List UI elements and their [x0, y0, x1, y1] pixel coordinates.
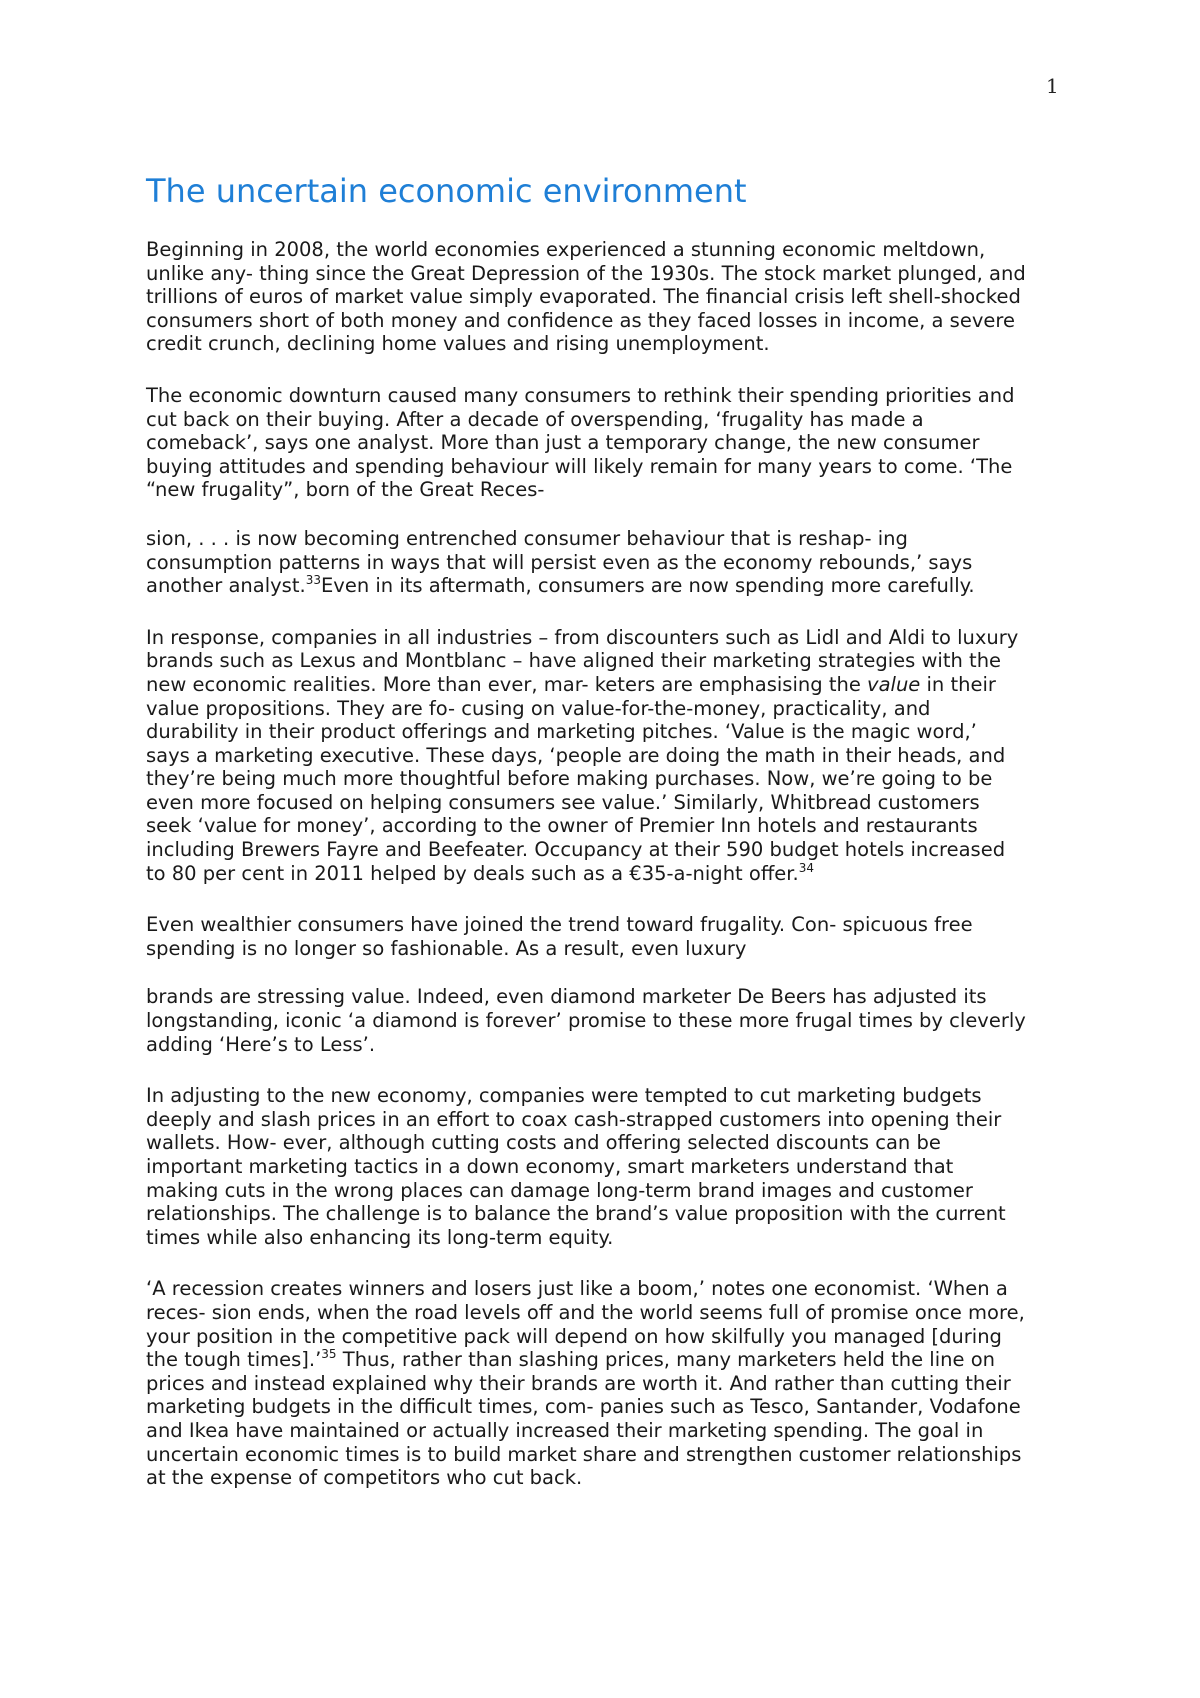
text-line: unlike any- thing since the Great Depression of the 1930s. The stock market plunged, and	[146, 261, 1026, 285]
text-line: credit crunch, declining home values and rising unemployment.	[146, 332, 770, 356]
text-line: longstanding, iconic ‘a diamond is forever’ promise to these more frugal times by cleverly	[146, 1009, 1026, 1033]
footnote-reference: 34	[798, 860, 814, 875]
text-line: adding ‘Here’s to Less’.	[146, 1032, 376, 1056]
text-line	[146, 862, 1066, 886]
text-line: Even wealthier consumers have joined the trend toward frugality. Con- spicuous free	[146, 913, 973, 937]
text-line: consumption patterns in ways that will persist even as the economy rebounds,’ says	[146, 550, 973, 574]
text-segment: to 80 per cent in 2011 helped by deals such as a €35-a-night offer.	[146, 861, 799, 885]
text-line: trillions of euros of market value simply evaporated. The financial crisis left shell-shocked	[146, 285, 1021, 309]
text-line: seek ‘value for money’, according to the owner of Premier Inn hotels and restaurants	[146, 814, 978, 838]
text-line: buying attitudes and spending behaviour will likely remain for many years to come. ‘The	[146, 454, 1013, 478]
paragraph-3	[146, 626, 1066, 886]
text-line: consumers short of both money and confidence as they faced losses in income, a severe	[146, 308, 1015, 332]
text-line	[146, 574, 1066, 598]
text-segment: Thus, rather than slashing prices, many marketers held the line on	[336, 1348, 995, 1372]
text-segment: new economic realities. More than ever, mar- keters are emphasising the	[146, 672, 868, 696]
text-segment: Even in its aftermath, consumers are now spending more carefully.	[320, 574, 975, 598]
text-line: even more focused on helping consumers see value.’ Similarly, Whitbread customers	[146, 790, 980, 814]
page-number: 1	[1046, 74, 1059, 98]
text-line: “new frugality”, born of the Great Reces-	[146, 478, 545, 502]
text-segment: the tough times].’	[146, 1348, 322, 1372]
page-title: The uncertain economic environment	[146, 172, 747, 210]
text-line: value propositions. They are fo- cusing on value-for-the-money, practicality, and	[146, 696, 931, 720]
paragraph-4	[146, 913, 1066, 1056]
text-line: cut back on their buying. After a decade of overspending, ‘frugality has made a	[146, 407, 924, 431]
footnote-reference: 33	[305, 573, 321, 588]
text-line: deeply and slash prices in an effort to coax cash-strapped customers into opening their	[146, 1107, 1002, 1131]
text-line: important marketing tactics in a down economy, smart marketers understand that	[146, 1155, 954, 1178]
text-line: The economic downturn caused many consumers to rethink their spending priorities and	[146, 383, 1015, 407]
text-line: and Ikea have maintained or actually increased their marketing spending. The goal in	[146, 1418, 984, 1442]
paragraph-2	[146, 384, 1066, 598]
text-line: Beginning in 2008, the world economies experienced a stunning economic meltdown,	[146, 238, 986, 261]
text-line: ‘A recession creates winners and losers just like a boom,’ notes one economist. ‘When a	[146, 1277, 1008, 1301]
text-line: your position in the competitive pack will depend on how skilfully you managed [during	[146, 1324, 1002, 1348]
text-line: spending is no longer so fashionable. As a result, even luxury	[146, 936, 747, 960]
text-line: making cuts in the wrong places can damage long-term brand images and customer	[146, 1178, 973, 1202]
text-line: reces- sion ends, when the road levels off and the world seems full of promise once more,	[146, 1300, 1025, 1324]
text-line: they’re being much more thoughtful before making purchases. Now, we’re going to be	[146, 767, 993, 791]
text-line: prices and instead explained why their brands are worth it. And rather than cutting their	[146, 1371, 1011, 1395]
text-line: brands such as Lexus and Montblanc – have aligned their marketing strategies with the	[146, 649, 1002, 673]
emphasis: value	[867, 672, 921, 696]
text-line: says a marketing executive. These days, ‘people are doing the math in their heads, and	[146, 743, 1006, 767]
paragraph-5	[146, 1084, 1066, 1249]
text-line: In adjusting to the new economy, companies were tempted to cut marketing budgets	[146, 1084, 982, 1108]
text-segment: in their	[920, 672, 996, 696]
document-body	[146, 238, 1066, 1518]
footnote-reference: 35	[321, 1347, 337, 1362]
text-line: sion, . . . is now becoming entrenched consumer behaviour that is reshap- ing	[146, 526, 908, 550]
text-line: at the expense of competitors who cut back.	[146, 1466, 583, 1490]
text-segment: another analyst.	[146, 574, 306, 598]
text-line: durability in their product offerings and marketing pitches. ‘Value is the magic word,’	[146, 720, 977, 744]
paragraph-1	[146, 238, 1066, 356]
text-line: comeback’, says one analyst. More than just a temporary change, the new consumer	[146, 431, 980, 455]
text-line: uncertain economic times is to build market share and strengthen customer relationships	[146, 1442, 1022, 1466]
text-line	[146, 1348, 1066, 1372]
text-line: including Brewers Fayre and Beefeater. Occupancy at their 590 budget hotels increased	[146, 838, 1006, 862]
text-line: marketing budgets in the difficult times, com- panies such as Tesco, Santander, Vodafone	[146, 1395, 1021, 1419]
text-line: times while also enhancing its long-term equity.	[146, 1225, 614, 1249]
paragraph-6	[146, 1277, 1066, 1489]
text-line	[146, 673, 1066, 697]
text-line: brands are stressing value. Indeed, even diamond marketer De Beers has adjusted its	[146, 985, 987, 1009]
text-line: In response, companies in all industries – from discounters such as Lidl and Aldi to luxury	[146, 625, 1019, 649]
text-line: wallets. How- ever, although cutting costs and offering selected discounts can be	[146, 1131, 941, 1155]
text-line: relationships. The challenge is to balance the brand’s value proposition with the current	[146, 1202, 1006, 1226]
